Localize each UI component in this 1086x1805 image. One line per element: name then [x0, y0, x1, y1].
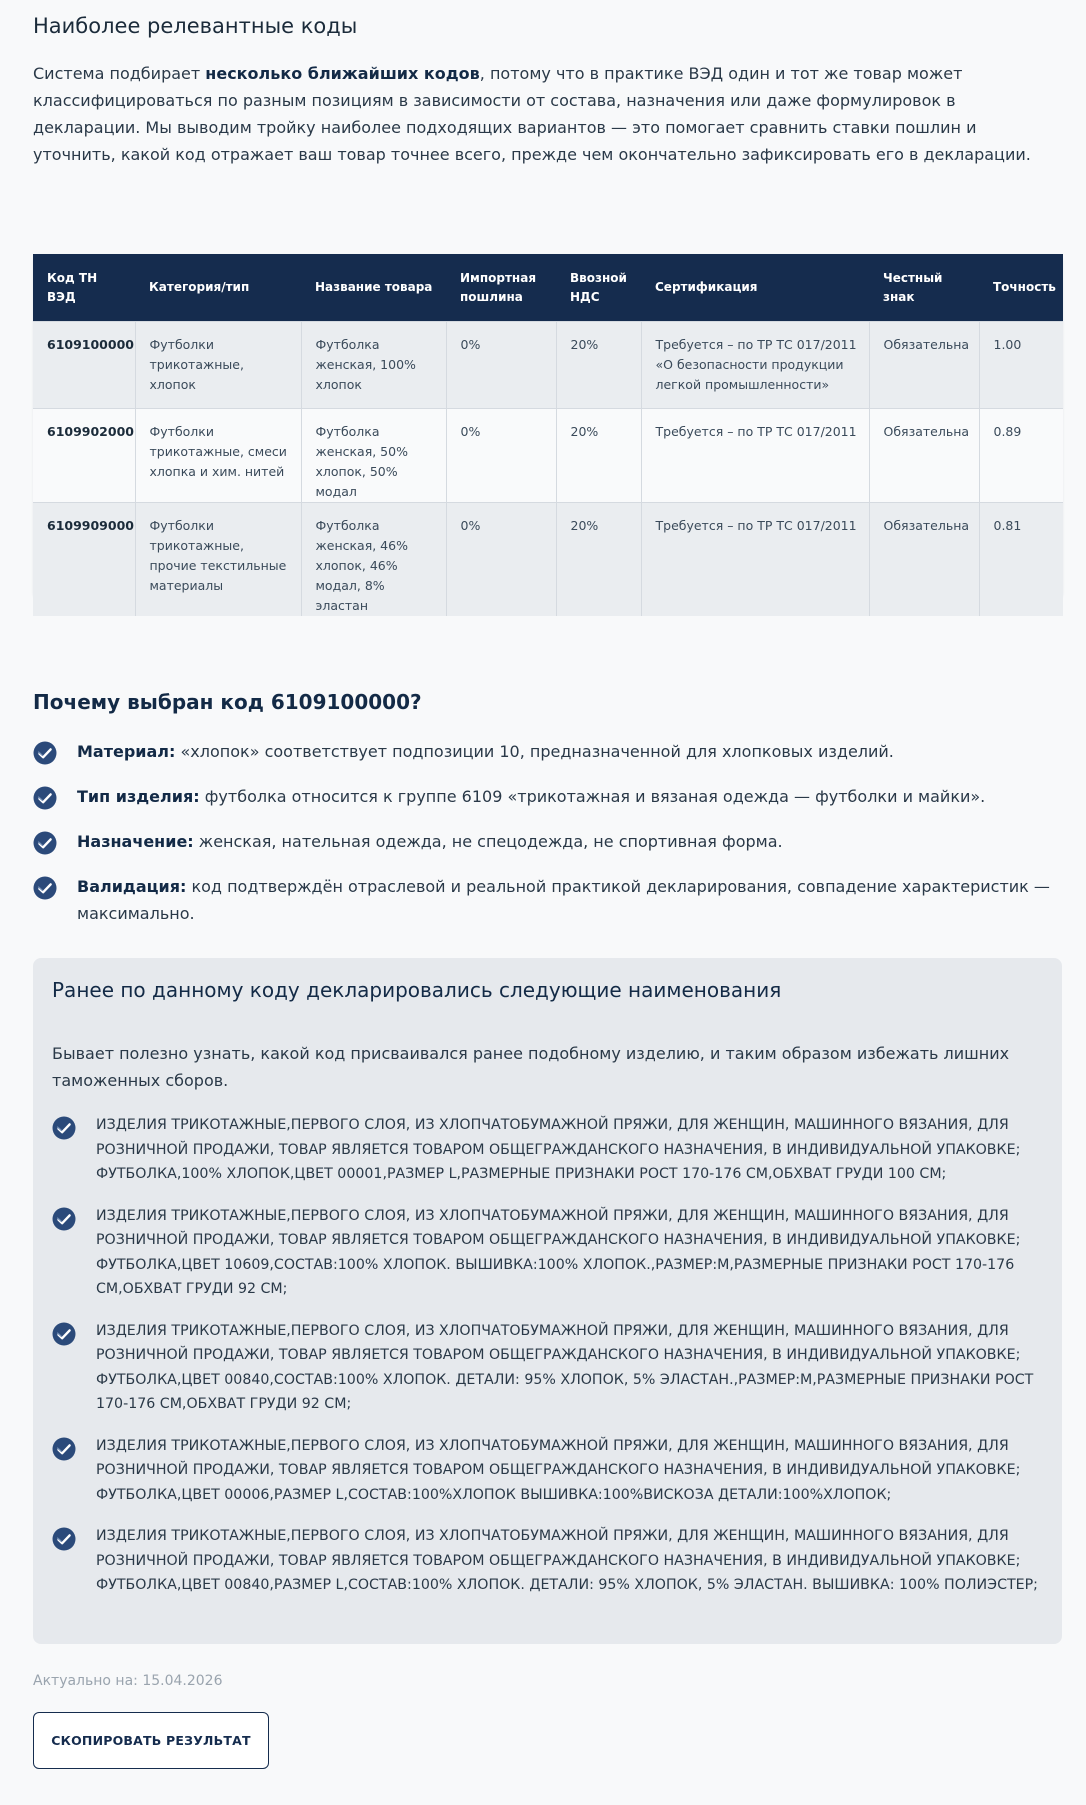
check-circle-icon [52, 1207, 76, 1231]
reason-text: «хлопок» соответствует подпозиции 10, предназначенной для хлопковых изделий. [175, 742, 894, 761]
intro-bold-text: несколько ближайших кодов [205, 64, 480, 83]
reason-text: футболка относится к группе 6109 «трикотажная и вязаная одежда — футболки и майки». [199, 787, 986, 806]
cell-import-duty: 0% [446, 322, 556, 409]
declared-item [52, 1113, 1042, 1187]
declared-item-text: ИЗДЕЛИЯ ТРИКОТАЖНЫЕ,ПЕРВОГО СЛОЯ, ИЗ ХЛОПЧАТОБУМАЖНОЙ ПРЯЖИ, ДЛЯ ЖЕНЩИН, МАШИННОГО ВЯЗАНИЯ, ДЛЯ РОЗНИЧНОЙ ПРОДАЖИ, ТОВАР ЯВЛЯЕТСЯ ТОВАРОМ ОБЩЕГРАЖДАНСКОГО НАЗНАЧЕНИЯ, В ИНДИВИДУАЛЬНОЙ УПАКОВКЕ; ФУТБОЛКА,ЦВЕТ 00840,СОСТАВ:100% ХЛОПОК. ДЕТАЛИ: 95% ХЛОПОК, 5% ЭЛАСТАН.,РАЗМЕР:M,РАЗМЕРНЫЕ ПРИЗНАКИ РОСТ 170-176 СМ,ОБХВАТ ГРУДИ 92 СМ; [96, 1322, 1034, 1412]
declared-names-title: Ранее по данному коду декларировались следующие наименования [52, 978, 782, 1002]
table-row [33, 503, 1063, 617]
declared-names-list [52, 1113, 1042, 1598]
check-circle-icon [52, 1437, 76, 1461]
declared-item-text: ИЗДЕЛИЯ ТРИКОТАЖНЫЕ,ПЕРВОГО СЛОЯ, ИЗ ХЛОПЧАТОБУМАЖНОЙ ПРЯЖИ, ДЛЯ ЖЕНЩИН, МАШИННОГО ВЯЗАНИЯ, ДЛЯ РОЗНИЧНОЙ ПРОДАЖИ, ТОВАР ЯВЛЯЕТСЯ ТОВАРОМ ОБЩЕГРАЖДАНСКОГО НАЗНАЧЕНИЯ, В ИНДИВИДУАЛЬНОЙ УПАКОВКЕ; ФУТБОЛКА,ЦВЕТ 10609,СОСТАВ:100% ХЛОПОК. ВЫШИВКА:100% ХЛОПОК.,РАЗМЕР:M,РАЗМЕРНЫЕ ПРИЗНАКИ РОСТ 170-176 СМ,ОБХВАТ ГРУДИ 92 СМ; [96, 1207, 1021, 1297]
cell-import-duty: 0% [446, 503, 556, 617]
reason-label: Валидация: [77, 877, 187, 896]
table-row [33, 409, 1063, 503]
cell-code: 6109909000 [47, 518, 134, 533]
cell-accuracy: 0.81 [979, 503, 1063, 617]
copy-result-button[interactable]: СКОПИРОВАТЬ РЕЗУЛЬТАТ [33, 1712, 269, 1769]
declared-names-intro: Бывает полезно узнать, какой код присваивался ранее подобному изделию, и таким образом избежать лишних таможенных сборов. [52, 1044, 1010, 1090]
col-header-accuracy: Точность [979, 254, 1063, 322]
reason-item [33, 828, 1053, 855]
why-reasons-list [33, 738, 1053, 927]
cell-vat: 20% [556, 409, 641, 503]
declared-item [52, 1434, 1042, 1508]
codes-table-card [33, 254, 1063, 613]
cell-accuracy: 1.00 [979, 322, 1063, 409]
col-header-certification: Сертификация [641, 254, 869, 322]
cell-category: Футболки трикотажные, прочие текстильные материалы [135, 503, 301, 617]
check-circle-icon [52, 1116, 76, 1140]
cell-honest-sign: Обязательна [869, 322, 979, 409]
cell-category: Футболки трикотажные, смеси хлопка и хим. нитей [135, 409, 301, 503]
cell-accuracy: 0.89 [979, 409, 1063, 503]
declared-item-text: ИЗДЕЛИЯ ТРИКОТАЖНЫЕ,ПЕРВОГО СЛОЯ, ИЗ ХЛОПЧАТОБУМАЖНОЙ ПРЯЖИ, ДЛЯ ЖЕНЩИН, МАШИННОГО ВЯЗАНИЯ, ДЛЯ РОЗНИЧНОЙ ПРОДАЖИ, ТОВАР ЯВЛЯЕТСЯ ТОВАРОМ ОБЩЕГРАЖДАНСКОГО НАЗНАЧЕНИЯ, В ИНДИВИДУАЛЬНОЙ УПАКОВКЕ; ФУТБОЛКА,100% ХЛОПОК,ЦВЕТ 00001,РАЗМЕР L,РАЗМЕРНЫЕ ПРИЗНАКИ РОСТ 170-176 СМ,ОБХВАТ ГРУДИ 100 СМ; [96, 1117, 1021, 1182]
col-header-code: Код ТН ВЭД [33, 254, 135, 322]
cell-vat: 20% [556, 503, 641, 617]
cell-name: Футболка женская, 100% хлопок [301, 322, 446, 409]
reason-text: код подтверждён отраслевой и реальной практикой декларирования, совпадение характеристик — максимально. [77, 877, 1050, 923]
col-header-category: Категория/тип [135, 254, 301, 322]
cell-honest-sign: Обязательна [869, 409, 979, 503]
col-header-name: Название товара [301, 254, 446, 322]
check-circle-icon [52, 1527, 76, 1551]
reason-item [33, 783, 1053, 810]
reason-item [33, 873, 1053, 927]
reason-label: Тип изделия: [77, 787, 200, 806]
intro-text-start: Система подбирает [33, 64, 206, 83]
check-circle-icon [33, 741, 57, 765]
cell-certification: Требуется – по ТР ТС 017/2011 [641, 409, 869, 503]
cell-code: 6109902000 [47, 424, 134, 439]
cell-name: Футболка женская, 50% хлопок, 50% модал [301, 409, 446, 503]
updated-date: Актуально на: 15.04.2026 [33, 1673, 223, 1689]
declared-item [52, 1319, 1042, 1417]
declared-item-text: ИЗДЕЛИЯ ТРИКОТАЖНЫЕ,ПЕРВОГО СЛОЯ, ИЗ ХЛОПЧАТОБУМАЖНОЙ ПРЯЖИ, ДЛЯ ЖЕНЩИН, МАШИННОГО ВЯЗАНИЯ, ДЛЯ РОЗНИЧНОЙ ПРОДАЖИ, ТОВАР ЯВЛЯЕТСЯ ТОВАРОМ ОБЩЕГРАЖДАНСКОГО НАЗНАЧЕНИЯ, В ИНДИВИДУАЛЬНОЙ УПАКОВКЕ; ФУТБОЛКА,ЦВЕТ 00006,РАЗМЕР L,СОСТАВ:100%ХЛОПОК ВЫШИВКА:100%ВИСКОЗА ДЕТАЛИ:100%ХЛОПОК; [96, 1437, 1021, 1503]
cell-code: 6109100000 [47, 337, 134, 352]
codes-table [33, 254, 1063, 616]
declared-item-text: ИЗДЕЛИЯ ТРИКОТАЖНЫЕ,ПЕРВОГО СЛОЯ, ИЗ ХЛОПЧАТОБУМАЖНОЙ ПРЯЖИ, ДЛЯ ЖЕНЩИН, МАШИННОГО ВЯЗАНИЯ, ДЛЯ РОЗНИЧНОЙ ПРОДАЖИ, ТОВАР ЯВЛЯЕТСЯ ТОВАРОМ ОБЩЕГРАЖДАНСКОГО НАЗНАЧЕНИЯ, В ИНДИВИДУАЛЬНОЙ УПАКОВКЕ; ФУТБОЛКА,ЦВЕТ 00840,РАЗМЕР L,СОСТАВ:100% ХЛОПОК. ДЕТАЛИ: 95% ХЛОПОК, 5% ЭЛАСТАН. ВЫШИВКА: 100% ПОЛИЭСТЕР; [96, 1528, 1038, 1593]
check-circle-icon [33, 876, 57, 900]
check-circle-icon [33, 831, 57, 855]
col-header-honest-sign: Честный знак [869, 254, 979, 322]
cell-import-duty: 0% [446, 409, 556, 503]
cell-vat: 20% [556, 322, 641, 409]
cell-certification: Требуется – по ТР ТС 017/2011 «О безопасности продукции легкой промышленности» [641, 322, 869, 409]
why-code-title: Почему выбран код 6109100000? [33, 690, 422, 714]
col-header-import-duty: Импортная пошлина [446, 254, 556, 322]
declared-item [52, 1524, 1042, 1598]
cell-honest-sign: Обязательна [869, 503, 979, 617]
intro-text-end: , потому что в практике ВЭД один и тот же товар может классифицироваться по разным позициям в зависимости от состава, назначения или даже формулировок в декларации. Мы выводим тройку наиболее подходящих вариантов — это помогает сравнить ставки пошлин и уточнить, какой код отражает ваш товар точнее всего, прежде чем окончательно зафиксировать его в декларации. [33, 64, 1031, 164]
table-header-row [33, 254, 1063, 322]
reason-item [33, 738, 1053, 765]
cell-name: Футболка женская, 46% хлопок, 46% модал, 8% эластан [301, 503, 446, 617]
table-row [33, 322, 1063, 409]
check-circle-icon [33, 786, 57, 810]
reason-label: Назначение: [77, 832, 194, 851]
declared-names-box [33, 958, 1062, 1644]
cell-category: Футболки трикотажные, хлопок [135, 322, 301, 409]
cell-certification: Требуется – по ТР ТС 017/2011 [641, 503, 869, 617]
reason-label: Материал: [77, 742, 176, 761]
check-circle-icon [52, 1322, 76, 1346]
declared-item [52, 1204, 1042, 1302]
col-header-vat: Ввозной НДС [556, 254, 641, 322]
relevant-codes-intro [33, 60, 1053, 168]
relevant-codes-title: Наиболее релевантные коды [33, 14, 358, 38]
reason-text: женская, нательная одежда, не спецодежда, не спортивная форма. [193, 832, 783, 851]
